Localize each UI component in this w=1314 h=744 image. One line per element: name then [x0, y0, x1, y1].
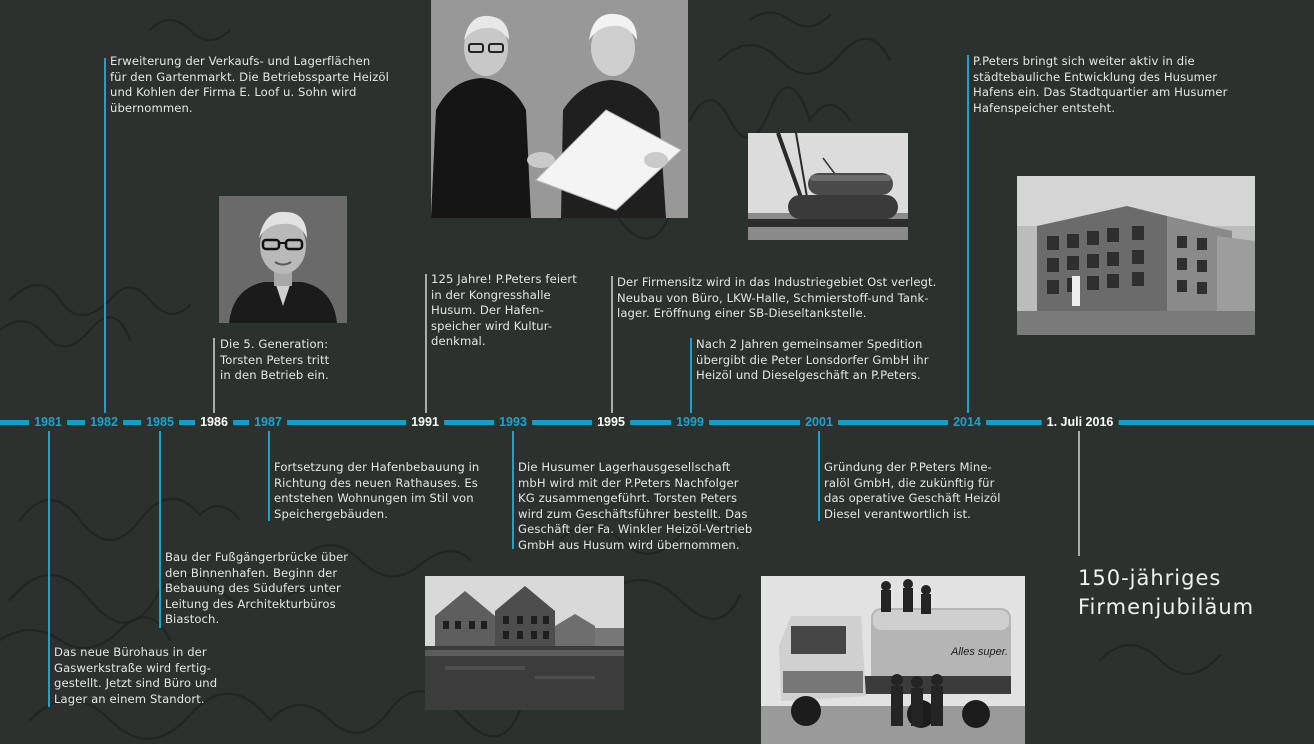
handshake-document-photo	[431, 0, 688, 218]
event-text-2001: Gründung der P.Peters Mine- ralöl GmbH, die zukünftig für das operative Geschäft Heizöl Diesel verantwortlich ist.	[824, 460, 1001, 521]
connector-1993	[512, 431, 514, 549]
event-text-1999: Nach 2 Jahren gemeinsamer Spedition übergibt die Peter Lonsdorfer GmbH ihr Heizöl und Dieselgeschäft an P.Peters.	[696, 337, 929, 383]
year-2001: 2001	[800, 413, 838, 431]
year-1987: 1987	[249, 413, 287, 431]
connector-1985	[159, 431, 161, 628]
harbour-warehouses-photo	[425, 576, 624, 710]
event-text-1993: Die Husumer Lagerhausgesellschaft mbH wird mit der P.Peters Nachfolger KG zusammengeführt. Torsten Peters wird zum Geschäftsführer bestellt. Das Geschäft der Fa. Winkler Heizöl-Vertrieb GmbH aus Husum wird übernommen.	[518, 460, 753, 552]
connector-1982	[104, 58, 106, 413]
year-2014: 2014	[948, 413, 986, 431]
connector-2001	[818, 431, 820, 521]
year-1999: 1999	[671, 413, 709, 431]
year-1985: 1985	[141, 413, 179, 431]
year-1982: 1982	[85, 413, 123, 431]
connector-1986	[213, 338, 215, 413]
year-1986: 1986	[195, 413, 233, 431]
year-1991: 1991	[406, 413, 444, 431]
connector-1995	[611, 276, 613, 413]
year-1995: 1995	[592, 413, 630, 431]
connector-1999	[690, 338, 692, 413]
event-text-2014: P.Peters bringt sich weiter aktiv in die städtebauliche Entwicklung des Husumer Hafens ein. Das Stadtquartier am Husumer Hafenspeicher entsteht.	[973, 54, 1228, 115]
connector-2016	[1078, 431, 1080, 556]
jubilee-title: 150-jähriges Firmenjubiläum	[1078, 566, 1255, 619]
connector-1987	[268, 431, 270, 521]
connector-1991	[425, 274, 427, 413]
year-2016: 1. Juli 2016	[1042, 413, 1119, 431]
connector-2014	[967, 55, 969, 413]
event-text-1995: Der Firmensitz wird in das Industriegebiet Ost verlegt. Neubau von Büro, LKW-Halle, Schmierstoff-und Tank- lager. Eröffnung einer SB-Dieseltankstelle.	[617, 275, 937, 321]
event-text-1986: Die 5. Generation: Torsten Peters tritt in den Betrieb ein.	[220, 337, 330, 383]
year-1981: 1981	[29, 413, 67, 431]
apartment-building-photo	[1017, 176, 1255, 335]
event-text-1991: 125 Jahre! P.Peters feiert in der Kongresshalle Husum. Der Hafen- speicher wird Kultur- denkmal.	[431, 272, 577, 349]
event-text-1981: Das neue Bürohaus in der Gaswerkstraße wird fertig- gestellt. Jetzt sind Büro und Lager an einem Standort.	[54, 645, 218, 706]
year-1993: 1993	[494, 413, 532, 431]
event-text-1985: Bau der Fußgängerbrücke über den Binnenhafen. Beginn der Bebauung des Südufers unter Leitung des Architekturbüros Biastoch.	[165, 550, 349, 627]
connector-1981	[48, 431, 50, 707]
person-portrait-photo	[219, 196, 347, 323]
event-text-1987: Fortsetzung der Hafenbebauung in Richtung des neuen Rathauses. Es entstehen Wohnungen im Stil von Speichergebäuden.	[274, 460, 480, 521]
crane-tank-photo	[748, 133, 908, 240]
tanker-truck-photo	[761, 576, 1025, 744]
truck-slogan: Alles super.	[951, 646, 1009, 658]
event-text-1982: Erweiterung der Verkaufs- und Lagerflächen für den Gartenmarkt. Die Betriebssparte Heizöl und Kohlen der Firma E. Loof u. Sohn wird übernommen.	[110, 54, 389, 115]
